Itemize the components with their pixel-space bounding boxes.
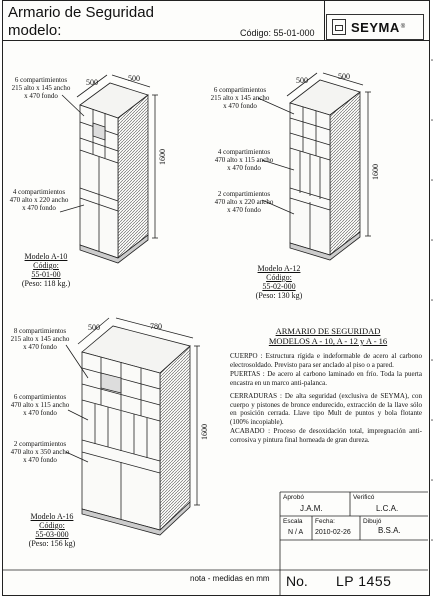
spec-acabado: ACABADO : Proceso de desoxidación total, impregnación anti-corrosiva y pintura final horneada de gran dureza. xyxy=(230,427,422,444)
note-line: x 470 fondo xyxy=(23,409,57,417)
spec-title: ARMARIO DE SEGURIDAD xyxy=(275,326,381,336)
a16-dim-depth: 500 xyxy=(88,323,100,332)
model-code: 55-01-00 xyxy=(31,270,61,279)
a16-note-mid xyxy=(2,393,78,417)
a16-note-top xyxy=(2,327,78,351)
a12-caption xyxy=(244,264,314,300)
note-line: 470 alto x 350 ancho xyxy=(10,448,70,456)
doc-number-label: No. xyxy=(286,573,308,589)
registered-mark: ® xyxy=(400,24,406,30)
spec-subtitle: MODELOS A - 10, A - 12 y A - 16 xyxy=(268,336,388,346)
document-title: Armario de Seguridad xyxy=(8,4,154,21)
note-line: x 470 fondo xyxy=(23,343,57,351)
model-weight: (Peso: 130 kg) xyxy=(255,291,303,300)
model-name: Modelo A-10 xyxy=(24,252,68,261)
note-line: 2 compartimientos xyxy=(13,440,67,448)
cabinet-a10 xyxy=(60,75,158,263)
note-line: 215 alto x 145 ancho xyxy=(210,94,270,102)
spec-body xyxy=(230,352,422,444)
a16-caption xyxy=(20,512,84,548)
note-line: 6 compartimientos xyxy=(13,393,67,401)
a12-dim-width: 500 xyxy=(338,72,350,81)
verifico-value: L.C.A. xyxy=(376,504,399,513)
note-line: x 470 fondo xyxy=(23,456,57,464)
a12-dim-height: 1600 xyxy=(371,164,380,180)
fecha-label: Fecha: xyxy=(315,518,335,525)
a10-dim-height: 1600 xyxy=(158,149,167,165)
spec-puertas: PUERTAS : De acero al carbono laminado en frío. Toda la puerta encastra en un marco anti-palanca. xyxy=(230,370,422,387)
note-line: 2 compartimientos xyxy=(217,190,271,198)
note-line: 215 alto x 145 ancho xyxy=(11,84,71,92)
units-note: nota - medidas en mm xyxy=(190,574,270,583)
brand-name: SEYMA xyxy=(351,19,400,35)
note-line: x 470 fondo xyxy=(227,206,261,214)
code-label: Código: xyxy=(266,273,292,282)
note-line: 6 compartimientos xyxy=(213,86,267,94)
code-label: Código: 55-01-000 xyxy=(240,28,315,38)
note-line: 4 compartimientos xyxy=(217,148,271,156)
model-code: 55-02-000 xyxy=(262,282,296,291)
note-line: 8 compartimientos xyxy=(13,327,67,335)
note-line: 470 alto x 220 ancho xyxy=(214,198,274,206)
dibujo-value: B.S.A. xyxy=(378,526,401,535)
a16-dim-width: 780 xyxy=(150,322,162,331)
escala-label: Escala xyxy=(283,518,303,525)
model-name: Modelo A-16 xyxy=(30,512,74,521)
spec-cuerpo: CUERPO : Estructura rígida e indeformable de acero al carbono electrosoldado. Previsto para ser anclado al piso o a pared. xyxy=(230,352,422,369)
note-line: x 470 fondo xyxy=(227,164,261,172)
code-label: Código: xyxy=(33,261,59,270)
a10-caption xyxy=(16,252,76,288)
doc-number: LP 1455 xyxy=(336,573,392,589)
fecha-value: 2010-02-26 xyxy=(315,529,351,536)
a12-dim-depth: 500 xyxy=(296,76,308,85)
note-line: x 470 fondo xyxy=(24,92,58,100)
model-weight: (Peso: 118 kg.) xyxy=(21,279,71,288)
a12-note-top xyxy=(200,86,280,110)
note-line: 215 alto x 145 ancho xyxy=(10,335,70,343)
note-line: 4 compartimientos xyxy=(12,188,66,196)
spec-cerraduras: CERRADURAS : De alta seguridad (exclusiva de SEYMA), con cuerpo y pistones de bronce endurecido, extracción de la llave sólo en posición cerrada. Llave tipo Mult de puntos y bola flotante (100% incopiable). xyxy=(230,392,422,426)
a12-note-mid xyxy=(204,148,284,172)
a12-note-bottom xyxy=(204,190,284,214)
code-label: Código: xyxy=(39,521,65,530)
perforation-edge xyxy=(431,59,433,541)
a10-dim-width: 500 xyxy=(128,74,140,83)
note-line: 470 alto x 220 ancho xyxy=(9,196,69,204)
verifico-label: Verificó xyxy=(353,494,375,501)
note-line: x 470 fondo xyxy=(223,102,257,110)
model-weight: (Peso: 156 kg) xyxy=(28,539,76,548)
escala-value: N / A xyxy=(288,529,304,536)
aprobo-label: Aprobó xyxy=(283,494,304,501)
model-name: Modelo A-12 xyxy=(257,264,301,273)
cabinet-a16 xyxy=(66,318,200,535)
note-line: 6 compartimientos xyxy=(14,76,68,84)
a10-dim-depth: 500 xyxy=(86,78,98,87)
note-line: 470 alto x 115 ancho xyxy=(10,401,70,409)
model-code: 55-03-000 xyxy=(35,530,69,539)
note-line: 470 alto x 115 ancho xyxy=(214,156,274,164)
a16-note-bottom xyxy=(2,440,78,464)
spec-heading xyxy=(230,326,426,346)
dibujo-label: Dibujó xyxy=(363,518,382,525)
note-line: x 470 fondo xyxy=(22,204,56,212)
aprobo-value: J.A.M. xyxy=(300,504,323,513)
model-label: modelo: xyxy=(8,22,62,39)
a10-note-bottom xyxy=(2,188,76,212)
a10-note-top xyxy=(4,76,78,100)
a16-dim-height: 1600 xyxy=(200,424,209,440)
